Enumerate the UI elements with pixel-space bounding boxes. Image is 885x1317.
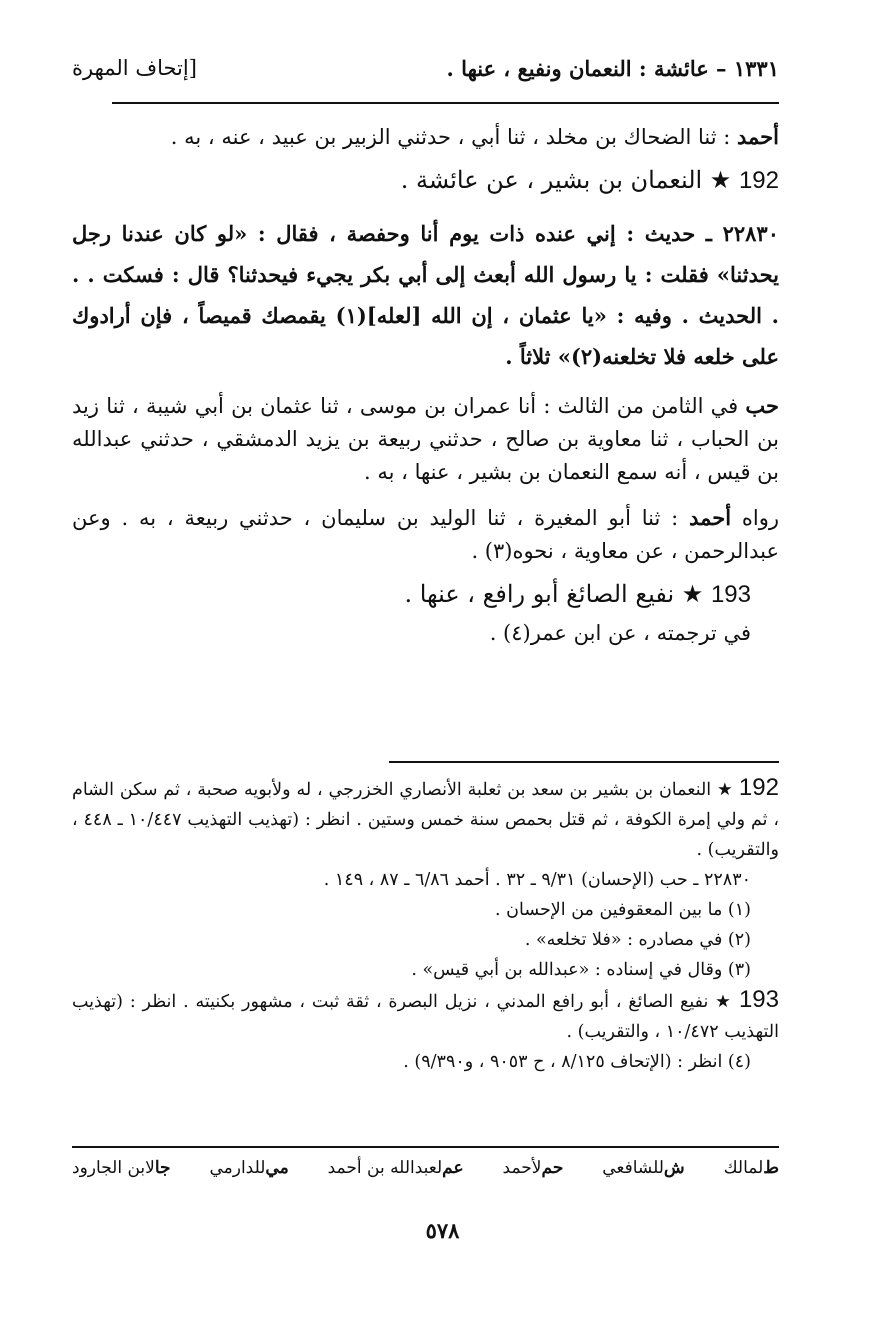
legend-key: عم — [442, 1158, 464, 1178]
paragraph-prefix: رواه — [731, 506, 780, 530]
hadith-22830 — [72, 213, 779, 377]
narrator-number: 192 — [738, 167, 779, 194]
page-number: ٥٧٨ — [425, 1218, 460, 1243]
star-icon: ★ — [717, 780, 734, 800]
star-icon: ★ — [681, 580, 704, 608]
legend-item — [724, 1158, 779, 1178]
paragraph-tarjama: في ترجمته ، عن ابن عمر(٤) . — [489, 621, 751, 645]
narrator-text: نفيع الصائغ أبو رافع ، عنها . — [404, 580, 682, 608]
legend-key: جا — [154, 1158, 171, 1178]
star-icon: ★ — [715, 992, 733, 1012]
legend-value: لأحمد — [502, 1158, 542, 1178]
footnote-3: (٣) وقال في إسناده : «عبدالله بن أبي قيس» . — [411, 960, 751, 980]
legend-key: ط — [763, 1158, 779, 1178]
header-chapter-title: ١٣٣١ – عائشة : النعمان ونفيع ، عنها . — [446, 56, 779, 81]
footnote-text: النعمان بن بشير بن سعد بن ثعلبة الأنصاري الخزرجي ، له ولأبويه صحبة ، ثم سكن الشام ، ثم ولي إمرة الكوفة ، ثم قتل بحمص سنة خمس وستين . انظر : (تهذيب التهذيب ١٠/٤٤٧ ـ ٤٤٨ ، والتقريب) . — [72, 780, 779, 860]
legend-item — [72, 1158, 171, 1178]
legend-value: لابن الجارود — [72, 1158, 155, 1178]
source-name: أحمد — [689, 505, 732, 530]
legend-item — [328, 1158, 464, 1178]
header-rule — [112, 102, 779, 104]
footnote-1: (١) ما بين المعقوفين من الإحسان . — [495, 900, 751, 920]
legend-key: مي — [265, 1158, 289, 1178]
legend-item — [602, 1158, 684, 1178]
source-name: أحمد — [737, 124, 779, 149]
legend-key: ش — [663, 1158, 685, 1178]
footnote-text: نفيع الصائغ ، أبو رافع المدني ، نزيل البصرة ، ثقة ثبت ، مشهور بكنيته . انظر : (تهذيب التهذيب ١٠/٤٧٢ ، والتقريب) . — [72, 992, 779, 1042]
legend-value: لعبدالله بن أحمد — [327, 1158, 443, 1178]
footnote-number: 192 — [738, 774, 779, 801]
narrator-heading-193 — [72, 572, 779, 617]
narrator-heading-192 — [72, 158, 779, 203]
footnote-192 — [72, 773, 779, 865]
narrator-text: النعمان بن بشير ، عن عائشة . — [400, 166, 710, 194]
paragraph-text: : ثنا أبو المغيرة ، ثنا الوليد بن سليمان ، حدثني ربيعة ، به . وعن عبدالرحمن ، عن معاوية ، نحوه(٣) . — [72, 506, 779, 563]
abbreviation-legend — [72, 1158, 779, 1178]
legend-value: لمالك — [723, 1158, 764, 1178]
paragraph-ahmad-isnad — [72, 120, 779, 154]
main-text — [72, 120, 779, 650]
footnote-number: 193 — [738, 986, 779, 1013]
source-name: حب — [745, 393, 779, 418]
footnotes — [72, 773, 779, 1077]
footnote-4: (٤) انظر : (الإتحاف ٨/١٢٥ ، ح ٩٠٥٣ ، و٩/٣٩٠) . — [403, 1052, 751, 1072]
paragraph-text: في الثامن من الثالث : أنا عمران بن موسى ، ثنا عثمان بن أبي شيبة ، ثنا زيد بن الحباب ، ثنا معاوية بن صالح ، حدثني ربيعة بن يزيد الدمشقي ، حدثني عبدالله بن قيس ، أنه سمع النعمان بن بشير ، عنها ، به . — [72, 394, 779, 484]
hadith-text: ـ حديث : إني عنده ذات يوم أنا وحفصة ، فقال : «لو كان عندنا رجل يحدثنا» فقلت : يا رسول الله أبعث إلى أبي بكر يجيء فيحدثنا؟ قال : فسكت . . . الحديث . وفيه : «يا عثمان ، إن الله [لعله](١) يقمصك قميصاً ، فإن أرادوك على خلعه فلا تخلعنه(٢)» ثلاثاً . — [72, 221, 779, 369]
legend-key: حم — [541, 1158, 564, 1178]
hadith-number: ٢٢٨٣٠ — [722, 221, 779, 246]
running-header — [72, 56, 779, 92]
header-book-title: [إتحاف المهرة — [72, 56, 197, 80]
legend-item — [503, 1158, 564, 1178]
footnote-2: (٢) في مصادره : «فلا تخلعه» . — [524, 930, 751, 950]
footnote-hadith-ref: ٢٢٨٣٠ ـ حب (الإحسان) ٩/٣١ ـ ٣٢ . أحمد ٦/٨٦ ـ ٨٧ ، ١٤٩ . — [323, 870, 751, 890]
legend-value: للدارمي — [209, 1158, 266, 1178]
narrator-number: 193 — [710, 581, 751, 608]
paragraph-ahmad-riwaya — [72, 501, 779, 568]
paragraph-text: : ثنا الضحاك بن مخلد ، ثنا أبي ، حدثني الزبير بن عبيد ، عنه ، به . — [170, 125, 738, 149]
footnote-rule — [389, 761, 779, 763]
paragraph-hibban-isnad — [72, 389, 779, 489]
legend-rule — [72, 1146, 779, 1148]
legend-value: للشافعي — [602, 1158, 664, 1178]
star-icon: ★ — [709, 166, 732, 194]
legend-item — [209, 1158, 288, 1178]
footnote-193 — [72, 985, 779, 1047]
